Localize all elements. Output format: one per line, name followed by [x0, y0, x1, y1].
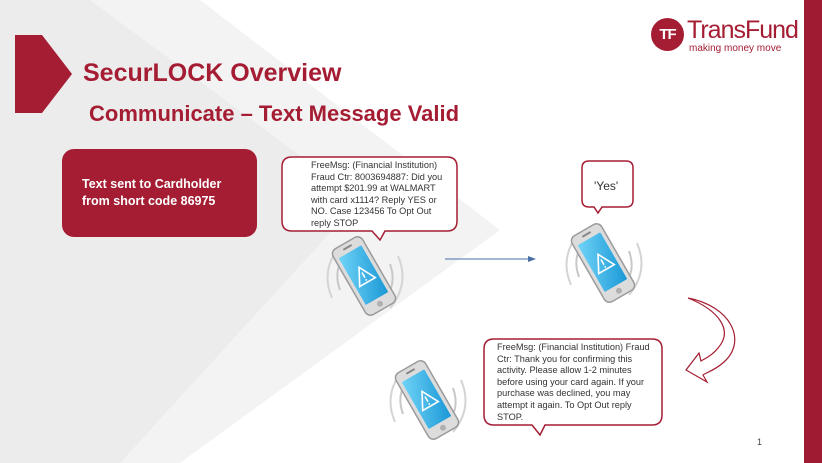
cardholder-phone-3-icon [391, 359, 466, 442]
logo-mark: TF [651, 18, 684, 51]
right-arrow-icon [445, 256, 536, 262]
confirmation-message-text: FreeMsg: (Financial Institution) Fraud Ctr: Thank you for confirming this activity. Please allow 1-2 minutes before using your card again. If your purchase was declined, you may attempt it again. To Opt Out reply STOP. [497, 342, 650, 422]
cardholder-phone-1-icon [328, 235, 403, 318]
slide-subtitle: Communicate – Text Message Valid [89, 101, 460, 126]
curved-arrow-icon [686, 298, 735, 382]
page-number: 1 [757, 437, 763, 447]
logo-tagline: making money move [689, 43, 782, 54]
reply-text: 'Yes' [594, 179, 619, 193]
logo-name: TransFund [687, 16, 798, 44]
incoming-message-text: FreeMsg: (Financial Institution) Fraud Ctr: 8003694887: Did you attempt $201.99 at WALMART with card x1114? Reply YES or NO. Case 123456 To Opt Out reply STOP [311, 160, 443, 228]
cardholder-phone-2-icon [567, 222, 642, 305]
slide-title: SecurLOCK Overview [83, 59, 342, 87]
sender-callout-text: Text sent to Cardholder from short code 86975 [82, 177, 222, 208]
